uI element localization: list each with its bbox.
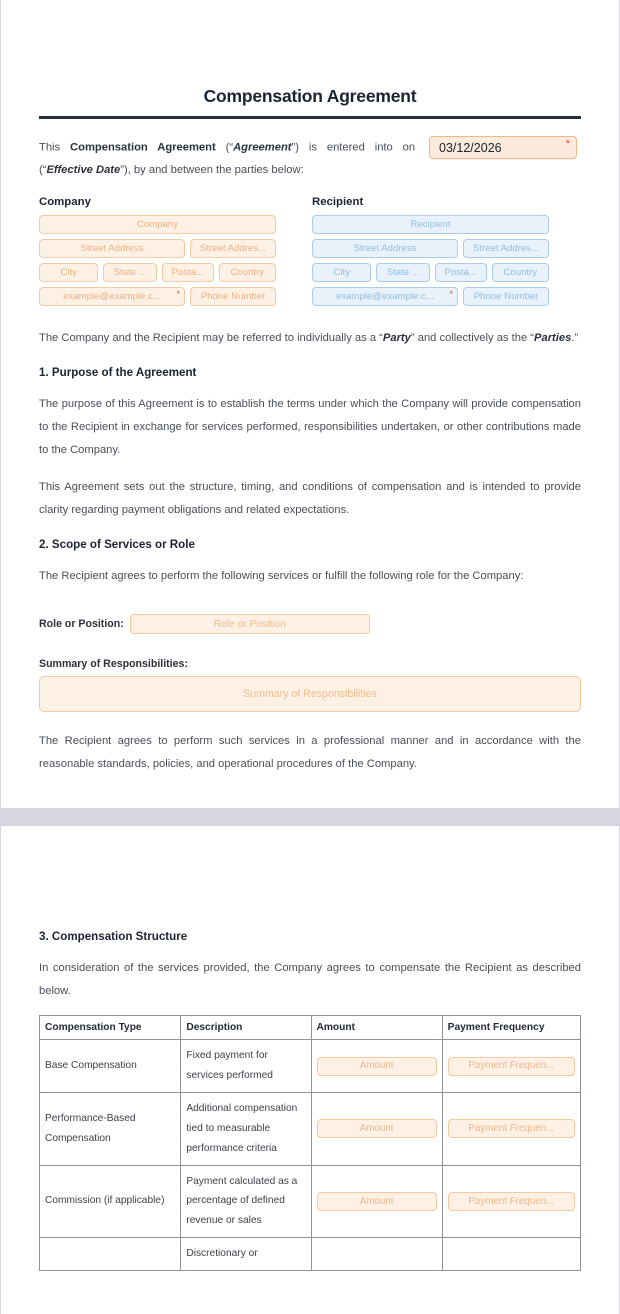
company-country-placeholder: Country xyxy=(230,267,265,279)
th-amount: Amount xyxy=(311,1015,442,1039)
section-1-paragraph-1: The purpose of this Agreement is to establish the terms under which the Company will provide compensation to the Recipient in exchange for services performed, responsibilities undertaken, or other contributions made to the Company. xyxy=(39,398,581,457)
company-street-address-1-input[interactable] xyxy=(39,239,185,258)
cell-amount xyxy=(311,1238,442,1271)
amount-placeholder: Amount xyxy=(359,1195,394,1207)
effective-date-input[interactable] xyxy=(429,136,577,159)
cell-description: Fixed payment for services performed xyxy=(181,1040,311,1093)
company-phone-input[interactable] xyxy=(190,287,276,306)
company-name-row xyxy=(39,215,276,234)
recipient-country-input[interactable] xyxy=(492,263,549,282)
company-address-row xyxy=(39,239,276,258)
company-heading: Company xyxy=(39,196,91,209)
company-country-input[interactable] xyxy=(219,263,276,282)
document-page-2 xyxy=(1,826,619,1271)
parties-text-1: The Company and the Recipient may be referred to individually as a “ xyxy=(39,332,383,345)
parties-text-2: ” and collectively as the “ xyxy=(410,332,535,345)
intro-paragraph xyxy=(39,136,581,182)
page-title: Compensation Agreement xyxy=(203,86,417,106)
parties-term: Parties xyxy=(534,332,572,345)
required-asterisk-icon: * xyxy=(176,289,180,300)
section-1-paragraph-2: This Agreement sets out the structure, timing, and conditions of compensation and is intended to provide clarity regarding payment obligations and related expectations. xyxy=(39,481,581,517)
cell-amount xyxy=(311,1092,442,1165)
payment-frequency-placeholder: Payment Frequen... xyxy=(468,1060,555,1072)
amount-input[interactable] xyxy=(317,1057,437,1076)
section-2-paragraph-2: The Recipient agrees to perform such services in a professional manner and in accordance with the reasonable standards, policies, and operational procedures of the Company. xyxy=(39,735,581,770)
amount-input[interactable] xyxy=(317,1192,437,1211)
th-compensation-type: Compensation Type xyxy=(40,1015,181,1039)
table-header-row xyxy=(40,1015,581,1039)
role-or-position-input[interactable] xyxy=(130,614,370,634)
intro-after-date: (“ xyxy=(39,164,47,177)
payment-frequency-input[interactable] xyxy=(448,1057,575,1076)
th-payment-frequency: Payment Frequency xyxy=(442,1015,580,1039)
recipient-postal-code-input[interactable] xyxy=(435,263,487,282)
cell-description: Additional compensation tied to measurable performance criteria xyxy=(181,1092,311,1165)
intro-effective-date-italic: Effective Date xyxy=(46,164,121,177)
role-or-position-placeholder: Role or Position xyxy=(213,618,286,630)
th-description: Description xyxy=(181,1015,311,1039)
role-or-position-row xyxy=(39,614,581,634)
intro-mid1: (“ xyxy=(215,141,234,154)
recipient-phone-placeholder: Phone Number xyxy=(473,291,539,303)
company-state-input[interactable] xyxy=(103,263,157,282)
intro-agreement-italic: Agreement xyxy=(233,141,292,154)
amount-input[interactable] xyxy=(317,1119,437,1138)
company-contact-row xyxy=(39,287,276,306)
cell-compensation-type: Base Compensation xyxy=(40,1040,181,1093)
section-2-paragraph-1: The Recipient agrees to perform the following services or fulfill the following role for the Company: xyxy=(39,570,524,583)
recipient-country-placeholder: Country xyxy=(503,267,538,279)
required-asterisk-icon: * xyxy=(449,289,453,300)
recipient-email-input[interactable] xyxy=(312,287,458,306)
recipient-party-column xyxy=(312,196,549,311)
cell-payment-frequency xyxy=(442,1165,580,1238)
recipient-heading: Recipient xyxy=(312,196,364,209)
amount-placeholder: Amount xyxy=(359,1060,394,1072)
intro-suffix: ”), by and between the parties below: xyxy=(120,164,304,177)
recipient-street-address-2-input[interactable] xyxy=(463,239,549,258)
intro-agreement-bold: Compensation Agreement xyxy=(70,141,216,154)
section-3-paragraph-1: In consideration of the services provided, the Company agrees to compensate the Recipient as described below. xyxy=(39,961,581,997)
company-street-1-placeholder: Street Address xyxy=(80,243,144,255)
company-street-address-2-input[interactable] xyxy=(190,239,276,258)
cell-amount xyxy=(311,1040,442,1093)
company-name-placeholder: Company xyxy=(136,219,179,231)
cell-compensation-type: Performance-Based Compensation xyxy=(40,1092,181,1165)
recipient-contact-row xyxy=(312,287,549,306)
recipient-state-input[interactable] xyxy=(376,263,430,282)
company-postal-placeholder: Posta... xyxy=(171,267,205,279)
company-state-placeholder: State ... xyxy=(113,267,147,279)
company-name-input[interactable] xyxy=(39,215,276,234)
company-party-column xyxy=(39,196,276,311)
summary-of-responsibilities-input[interactable] xyxy=(39,676,581,712)
recipient-name-placeholder: Recipient xyxy=(410,219,451,231)
section-3-heading: 3. Compensation Structure xyxy=(39,929,188,943)
cell-payment-frequency xyxy=(442,1092,580,1165)
table-row xyxy=(40,1238,581,1271)
recipient-email-placeholder: example@example.c... xyxy=(336,291,434,303)
company-locality-row xyxy=(39,263,276,282)
payment-frequency-input[interactable] xyxy=(448,1119,575,1138)
section-1-heading: 1. Purpose of the Agreement xyxy=(39,366,197,380)
party-term: Party xyxy=(382,332,411,345)
intro-mid2: ”) is entered into on xyxy=(291,141,426,154)
payment-frequency-input[interactable] xyxy=(448,1192,575,1211)
cell-description: Discretionary or xyxy=(181,1238,311,1271)
cell-compensation-type: Commission (if applicable) xyxy=(40,1165,181,1238)
parties-text-3: .” xyxy=(571,332,579,345)
company-postal-code-input[interactable] xyxy=(162,263,214,282)
company-city-placeholder: City xyxy=(60,267,77,279)
payment-frequency-placeholder: Payment Frequen... xyxy=(468,1123,555,1135)
recipient-city-placeholder: City xyxy=(333,267,350,279)
intro-prefix: This xyxy=(39,141,71,154)
recipient-name-input[interactable] xyxy=(312,215,549,234)
cell-compensation-type xyxy=(40,1238,181,1271)
table-row xyxy=(40,1165,581,1238)
role-or-position-label: Role or Position: xyxy=(39,618,124,631)
company-city-input[interactable] xyxy=(39,263,98,282)
title-divider xyxy=(39,116,581,119)
recipient-street-1-placeholder: Street Address xyxy=(353,243,417,255)
company-street-2-placeholder: Street Addres... xyxy=(199,243,267,255)
required-asterisk-icon: * xyxy=(565,138,571,150)
recipient-phone-input[interactable] xyxy=(463,287,549,306)
recipient-city-input[interactable] xyxy=(312,263,371,282)
effective-date-value: 03/12/2026 xyxy=(439,141,502,155)
table-row xyxy=(40,1040,581,1093)
company-email-placeholder: example@example.c... xyxy=(63,291,161,303)
summary-of-responsibilities-label: Summary of Responsibilities: xyxy=(39,658,188,671)
table-row xyxy=(40,1092,581,1165)
recipient-postal-placeholder: Posta... xyxy=(444,267,478,279)
cell-description: Payment calculated as a percentage of defined revenue or sales xyxy=(181,1165,311,1238)
cell-amount xyxy=(311,1165,442,1238)
page-break-divider xyxy=(1,808,619,826)
cell-payment-frequency xyxy=(442,1238,580,1271)
recipient-state-placeholder: State ... xyxy=(386,267,420,279)
recipient-address-row xyxy=(312,239,549,258)
company-email-input[interactable] xyxy=(39,287,185,306)
company-phone-placeholder: Phone Number xyxy=(200,291,266,303)
recipient-street-address-1-input[interactable] xyxy=(312,239,458,258)
payment-frequency-placeholder: Payment Frequen... xyxy=(468,1195,555,1207)
summary-of-responsibilities-placeholder: Summary of Responsibilities xyxy=(243,688,377,701)
parties-block xyxy=(39,196,581,311)
parties-definition-paragraph xyxy=(39,327,581,350)
recipient-locality-row xyxy=(312,263,549,282)
document-page-1 xyxy=(1,0,619,808)
amount-placeholder: Amount xyxy=(359,1123,394,1135)
cell-payment-frequency xyxy=(442,1040,580,1093)
recipient-street-2-placeholder: Street Addres... xyxy=(472,243,540,255)
compensation-structure-table xyxy=(39,1015,581,1271)
section-2-heading: 2. Scope of Services or Role xyxy=(39,538,195,552)
recipient-name-row xyxy=(312,215,549,234)
